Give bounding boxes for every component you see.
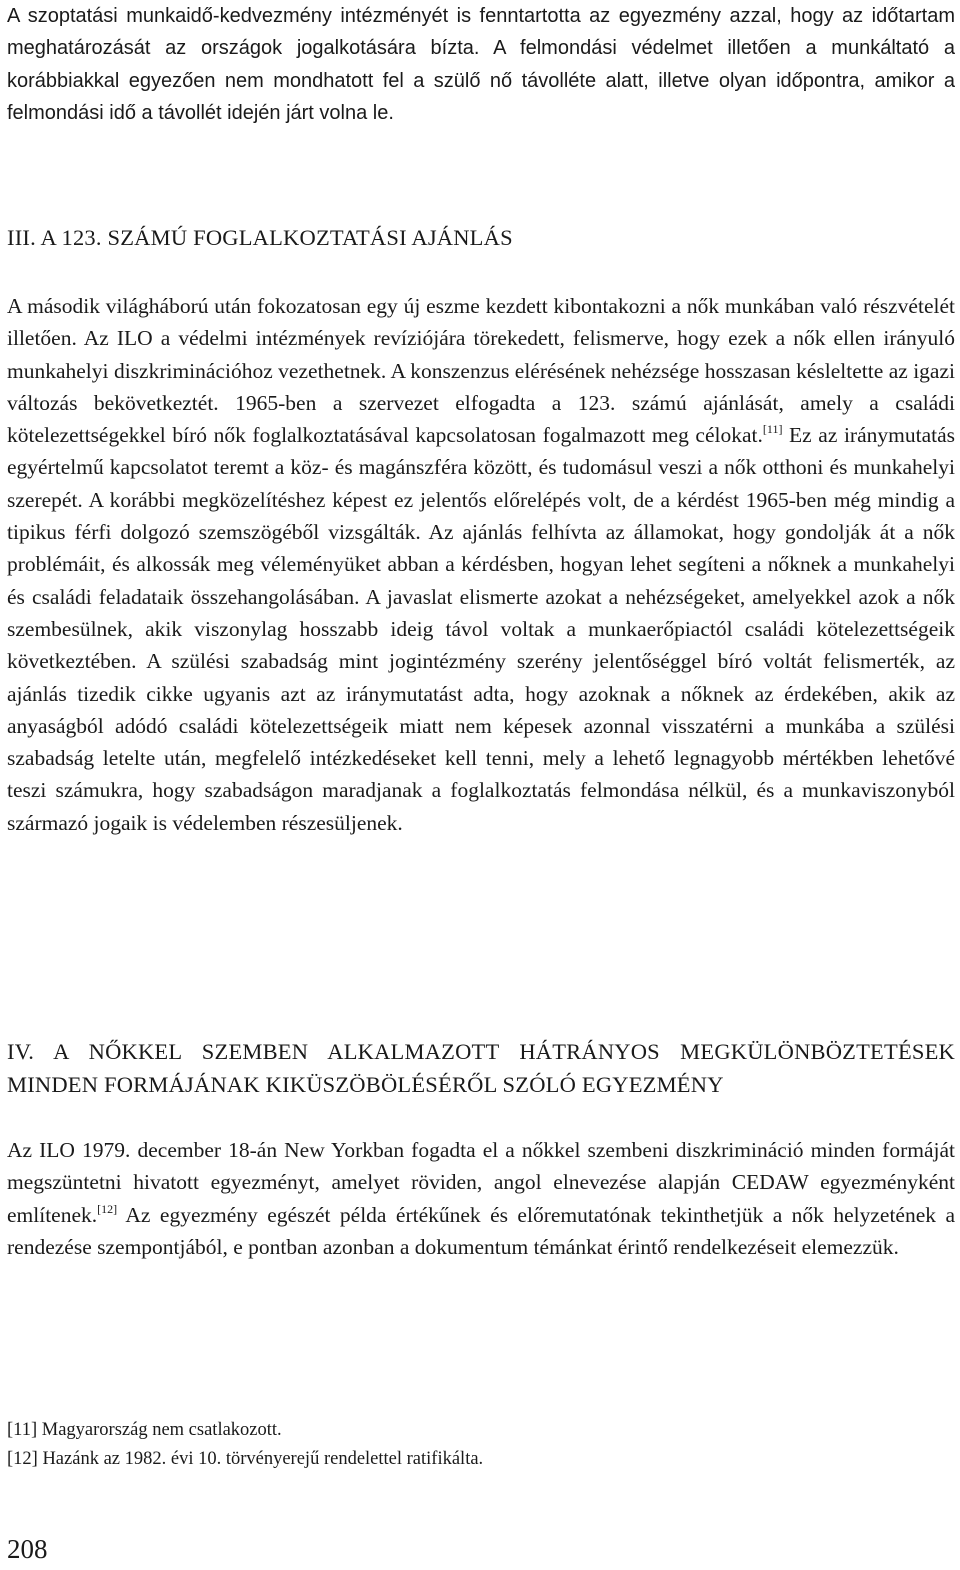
footnotes (7, 1416, 955, 1474)
section-iv-text-part2: Az egyezmény egészét példa értékűnek és előremutatónak tekinthetjük a nők helyzetének a rendezése szempontjából, e pontban azonban a dokumentum témánkat érintő rendelkezéseit elemezzük. (7, 1202, 955, 1259)
page-number: 208 (7, 1534, 48, 1564)
section-iv-text-part1: Az ILO 1979. december 18-án New Yorkban fogadta el a nőkkel szembeni diszkrimináció minden formáját megszüntetni hivatott egyezményt, amelyet röviden, angol elnevezése alapján CEDAW egyezményként említenek. (7, 1138, 955, 1227)
intro-paragraph: A szoptatási munkaidő-kedvezmény intézményét is fenntartotta az egyezmény azzal, hogy az időtartam meghatározását az országok jogalkotására bízta. A felmondási védelmet illetően a munkáltató a korábbiakkal egyezően nem mondhatott fel a szülő nő távolléte alatt, illetve olyan időpontra, amikor a felmondási idő a távollét idején járt volna le. (7, 5, 955, 124)
footnote-ref-12: [12] (97, 1201, 118, 1216)
footnote-ref-11: [11] (762, 422, 783, 437)
footnote-11: [11] Magyarország nem csatlakozott. (7, 1420, 282, 1440)
section-heading-iii: III. A 123. SZÁMÚ FOGLALKOZTATÁSI AJÁNLÁS (7, 225, 513, 250)
section-heading-iv: IV. A NŐKKEL SZEMBEN ALKALMAZOTT HÁTRÁNYOS MEGKÜLÖNBÖZTETÉSEK MINDEN FORMÁJÁNAK KIKÜSZÖBÖLÉSÉRŐL SZÓLÓ EGYEZMÉNY (7, 1039, 955, 1097)
section-iii-text-part1: A második világháború után fokozatosan egy új eszme kezdett kibontakozni a nők munkában való részvételét illetően. Az ILO a védelmi intézmények revíziójára törekedett, felismerve, hogy ezek a nők ellen irányuló munkahelyi diszkriminációhoz vezethetnek. A konszenzus elérésének nehézsége hosszasan késleltette az igazi változás bekövetkeztét. 1965-ben a szervezet elfogadta a 123. számú ajánlását, amely a családi kötelezettségekkel bíró nők foglalkoztatásával kapcsolatosan fogalmazott meg célokat. (7, 294, 955, 448)
section-iii-paragraph (7, 290, 955, 839)
section-iv-paragraph (7, 1134, 955, 1263)
footnote-12: [12] Hazánk az 1982. évi 10. törvényerejű rendelettel ratifikálta. (7, 1449, 484, 1469)
section-iii-text-part2: Ez az iránymutatás egyértelmű kapcsolatot teremt a köz- és magánszféra között, és tudomásul veszi a nők otthoni és munkahelyi szerepét. A korábbi megközelítéshez képest ez jelentős előrelépés volt, de a kérdést 1965-ben még mindig a tipikus férfi dolgozó szemszögéből vizsgálták. Az ajánlás felhívta az államokat, hogy gondolják át a nők problémáit, és alkossák meg véleményüket abban a kérdésben, hogyan lehet segíteni a nőknek a munkahelyi és családi feladataik összehangolásában. A javaslat elismerte azokat a nehézségeket, amelyekkel azok a nők szembesülnek, akik viszonylag hosszabb ideig távol voltak a munkaerőpiactól családi kötelezettségeik következtében. A szülési szabadság mint jogintézmény szerény jelentőséggel bíró voltát felismerték, az ajánlás tizedik cikke ugyanis azt az iránymutatást adta, hogy azoknak a nőknek az érdekében, akik az anyaságból adódó családi kötelezettségeik miatt nem képesek azonnal visszatérni a munkába a szülési szabadság letelte után, megfelelő intézkedéseket kell tenni, mely a lehető legnagyobb mértékben lehetővé teszi számukra, hogy szabadságon maradjanak a foglalkoztatás felmondása nélkül, és a munkaviszonyból származó jogaik is védelemben részesüljenek. (7, 423, 955, 835)
